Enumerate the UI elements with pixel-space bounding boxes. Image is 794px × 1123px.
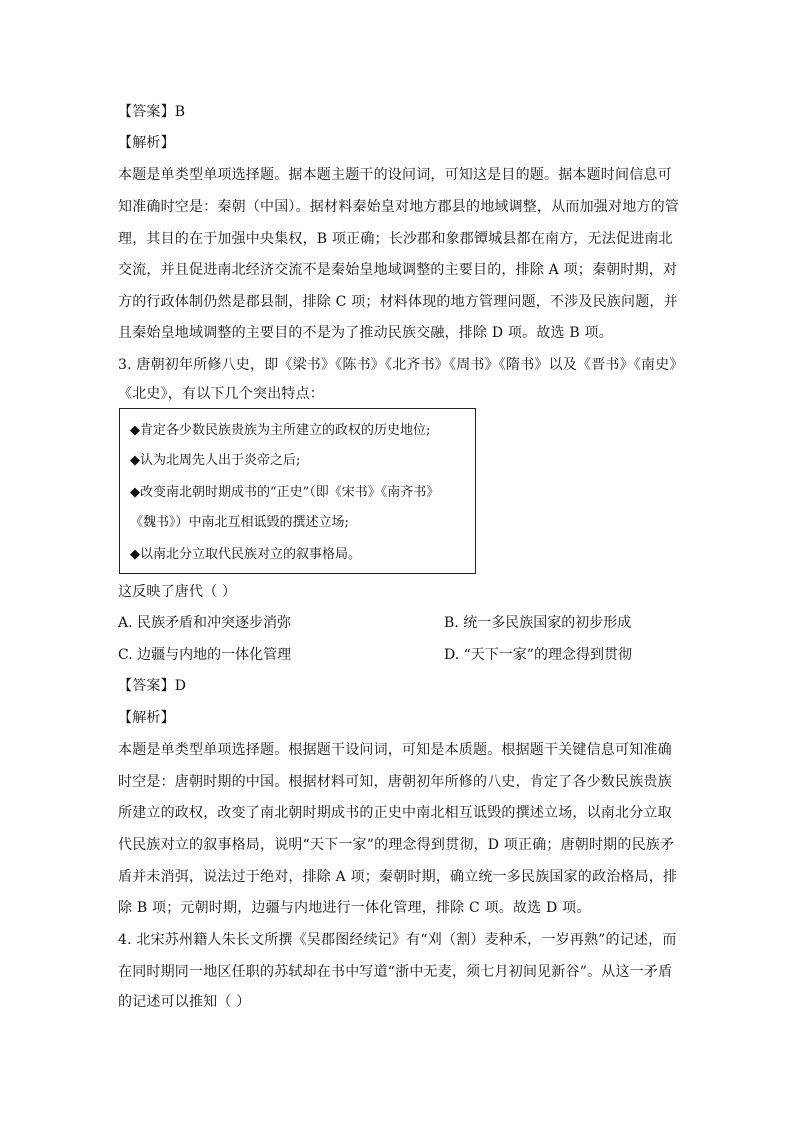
q3-analysis-line: 时空是：唐朝时期的中国。根据材料可知，唐朝初年所修的八史，肯定了各少数民族贵族 xyxy=(118,774,672,790)
option-c: C. 边疆与内地的一体化管理 xyxy=(118,647,292,663)
q2-answer: 【答案】B xyxy=(118,104,186,120)
material-item: ◆肯定各少数民族贵族为主所建立的政权的历史地位; xyxy=(130,423,431,438)
q2-analysis-line: 且秦始皇地域调整的主要目的不是为了推动民族交融，排除 D 项。故选 B 项。 xyxy=(118,325,613,341)
q3-analysis-line: 所建立的政权，改变了南北朝时期成书的正史中南北相互诋毁的撰述立场，以南北分立取 xyxy=(118,805,672,821)
q2-analysis-line: 理，其目的在于加强中央集权，B 项正确；长沙郡和象郡镡城县都在南方，无法促进南北 xyxy=(118,231,673,247)
q3-stem-line: 3. 唐朝初年所修八史，即《梁书》《陈书》《北齐书》《周书》《隋书》以及《晋书》《南史》 xyxy=(118,357,684,373)
q3-question: 这反映了唐代（ ） xyxy=(118,584,237,600)
q3-analysis-label: 【解析】 xyxy=(118,710,175,726)
q2-analysis-label: 【解析】 xyxy=(118,135,175,151)
q2-analysis-line: 交流，并且促进南北经济交流不是秦始皇地域调整的主要目的，排除 A 项；秦朝时期，对 xyxy=(118,262,678,278)
q3-analysis-line: 代民族对立的叙事格局，说明“天下一家”的理念得到贯彻，D 项正确；唐朝时期的民族矛 xyxy=(118,837,675,853)
q4-stem-line: 在同时期同一地区任职的苏轼却在书中写道“浙中无麦，须七月初间见新谷”。从这一矛盾 xyxy=(118,964,673,980)
material-item: ◆认为北周先人出于炎帝之后; xyxy=(130,453,301,468)
q3-analysis-line: 除 B 项；元朝时期，边疆与内地进行一体化管理，排除 C 项。故选 D 项。 xyxy=(118,900,591,916)
q2-analysis-line: 本题是单类型单项选择题。据本题主题干的设问词，可知这是目的题。据本题时间信息可 xyxy=(118,167,672,183)
material-item: 《魏书》）中南北互相诋毁的撰述立场; xyxy=(130,515,349,530)
q3-answer: 【答案】D xyxy=(118,678,187,694)
option-b: B. 统一多民族国家的初步形成 xyxy=(444,615,632,631)
q3-material-box xyxy=(119,408,476,574)
option-a: A. 民族矛盾和冲突逐步消弥 xyxy=(118,615,292,631)
q3-analysis-line: 本题是单类型单项选择题。根据题干设问词，可知是本质题。根据题干关键信息可知准确 xyxy=(118,742,672,758)
q3-stem-line: 《北史》，有以下几个突出特点： xyxy=(118,386,324,402)
q4-stem-line: 的记述可以推知（ ） xyxy=(118,994,251,1010)
q2-analysis-line: 方的行政体制仍然是郡县制，排除 C 项；材料体现的地方管理问题，不涉及民族问题，并 xyxy=(118,294,678,310)
material-item: ◆以南北分立取代民族对立的叙事格局。 xyxy=(130,547,361,562)
option-d: D. “天下一家”的理念得到贯彻 xyxy=(444,647,632,663)
q3-analysis-line: 盾并未消弭，说法过于绝对，排除 A 项；秦朝时期，确立统一多民族国家的政治格局，排 xyxy=(118,869,678,885)
q2-analysis-line: 知准确时空是：秦朝（中国）。据材料秦始皇对地方郡县的地域调整，从而加强对地方的管 xyxy=(118,199,679,215)
q4-stem-line: 4. 北宋苏州籍人朱长文所撰《吴郡图经续记》有“刈（割）麦种禾，一岁再熟”的记述，而 xyxy=(118,932,677,948)
material-item: ◆改变南北朝时期成书的“正史”（即《宋书》《南齐书》 xyxy=(130,485,440,500)
